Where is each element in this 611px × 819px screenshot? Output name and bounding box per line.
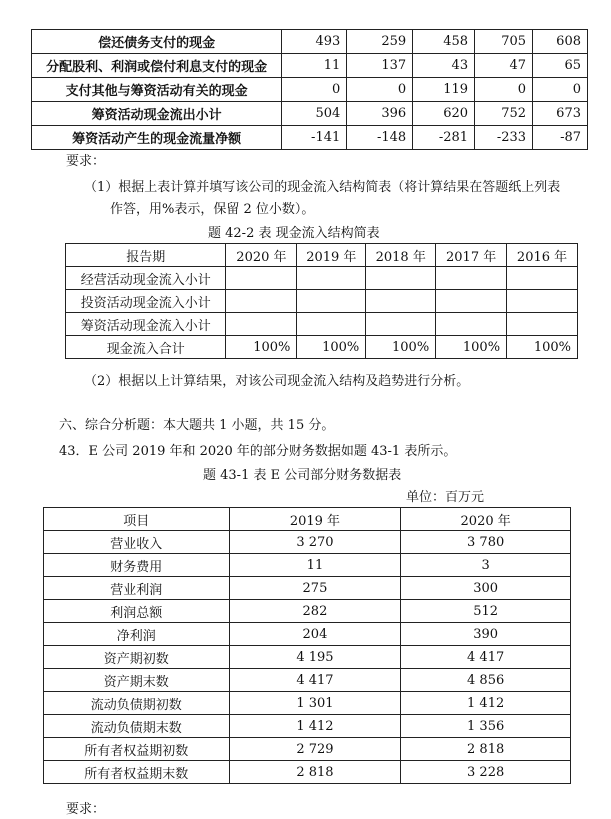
cell: 3 [401,554,571,577]
cell: 2 818 [401,738,571,761]
cell: 1 412 [229,715,401,738]
cell [436,267,507,290]
row-label: 所有者权益期末数 [44,761,230,784]
cell [507,313,578,336]
table-row [32,54,588,78]
cell: 1 301 [229,692,401,715]
column-header: 2020 年 [401,508,571,531]
table-row [66,267,578,290]
table-header-row [66,244,578,267]
cell [436,313,507,336]
row-label: 营业收入 [44,531,230,554]
cell: 4 856 [401,669,571,692]
row-label: 筹资活动产生的现金流量净额 [32,126,282,150]
cell: -87 [533,126,588,150]
table-row [44,669,571,692]
table-row [66,290,578,313]
cell: 4 417 [401,646,571,669]
column-header: 项目 [44,508,230,531]
cell: 100% [436,336,507,359]
column-header: 2016 年 [507,244,578,267]
row-label: 资产期初数 [44,646,230,669]
column-header: 2019 年 [297,244,366,267]
row-label: 经营活动现金流入小计 [66,267,226,290]
cell: -141 [282,126,347,150]
cell: 0 [282,78,347,102]
cell: 11 [229,554,401,577]
question-1: （1）根据上表计算并填写该公司的现金流入结构简表（将计算结果在答题纸上列表 [84,180,561,195]
cell [436,290,507,313]
cell: 2 818 [229,761,401,784]
cash-flow-table [31,29,588,150]
cell: 3 270 [229,531,401,554]
cell: 705 [475,30,533,54]
cell: -233 [475,126,533,150]
cell: 47 [475,54,533,78]
row-label: 所有者权益期初数 [44,738,230,761]
row-label: 分配股利、利润或偿付利息支付的现金 [32,54,282,78]
section-heading: 六、综合分析题：本大题共 1 小题，共 15 分。 [59,418,335,433]
question-2: （2）根据以上计算结果，对该公司现金流入结构及趋势进行分析。 [84,374,470,389]
cell: 493 [282,30,347,54]
cell: 275 [229,577,401,600]
cell: 4 417 [229,669,401,692]
cell: 137 [347,54,413,78]
column-header: 2020 年 [226,244,297,267]
unit-label: 单位：百万元 [406,490,485,505]
cell: 204 [229,623,401,646]
table-row [32,78,588,102]
cell [226,267,297,290]
cell [297,290,366,313]
table-row [32,30,588,54]
table-row [44,738,571,761]
cell: 512 [401,600,571,623]
row-label: 现金流入合计 [66,336,226,359]
row-label: 筹资活动现金流出小计 [32,102,282,126]
cell: 11 [282,54,347,78]
table-row [44,623,571,646]
cell: 390 [401,623,571,646]
cell: 2 729 [229,738,401,761]
question-43: 43．E 公司 2019 年和 2020 年的部分财务数据如题 43-1 表所示。 [59,444,457,459]
table-row [32,102,588,126]
cell: 43 [413,54,475,78]
cell: 752 [475,102,533,126]
requirement-label: 要求： [66,154,106,169]
table-header-row [44,508,571,531]
table-row [44,577,571,600]
row-label: 偿还债务支付的现金 [32,30,282,54]
table-row [44,715,571,738]
row-label: 筹资活动现金流入小计 [66,313,226,336]
row-label: 利润总额 [44,600,230,623]
cell: 100% [226,336,297,359]
cell: 100% [366,336,436,359]
table-caption: 题 42-2 表 现金流入结构简表 [208,226,380,241]
cell: 0 [475,78,533,102]
row-label: 财务费用 [44,554,230,577]
cell: 100% [297,336,366,359]
requirement-label: 要求： [66,802,106,817]
table-row [44,600,571,623]
row-label: 支付其他与筹资活动有关的现金 [32,78,282,102]
cell: 65 [533,54,588,78]
cell: -281 [413,126,475,150]
cash-inflow-structure-table [65,243,578,359]
table-row [44,646,571,669]
question-1-cont: 作答，用%表示，保留 2 位小数）。 [110,202,315,217]
cell: 300 [401,577,571,600]
cell: 458 [413,30,475,54]
row-label: 流动负债期末数 [44,715,230,738]
row-label: 营业利润 [44,577,230,600]
table-row [66,313,578,336]
column-header: 2019 年 [229,508,401,531]
cell: 4 195 [229,646,401,669]
cell: 620 [413,102,475,126]
table-row [66,336,578,359]
cell: 0 [347,78,413,102]
cell: 608 [533,30,588,54]
table-row [44,692,571,715]
cell: 504 [282,102,347,126]
cell [297,313,366,336]
row-label: 净利润 [44,623,230,646]
table-row [44,531,571,554]
row-label: 投资活动现金流入小计 [66,290,226,313]
cell: 100% [507,336,578,359]
table-caption: 题 43-1 表 E 公司部分财务数据表 [203,468,402,483]
table-row [44,761,571,784]
cell [366,267,436,290]
column-header: 报告期 [66,244,226,267]
column-header: 2017 年 [436,244,507,267]
cell: 282 [229,600,401,623]
cell [226,313,297,336]
cell: 396 [347,102,413,126]
cell: 1 412 [401,692,571,715]
row-label: 流动负债期初数 [44,692,230,715]
cell [366,290,436,313]
cell [297,267,366,290]
column-header: 2018 年 [366,244,436,267]
financial-data-table [43,507,571,784]
cell: 3 780 [401,531,571,554]
cell [366,313,436,336]
cell [507,267,578,290]
cell [226,290,297,313]
cell: 0 [533,78,588,102]
cell [507,290,578,313]
row-label: 资产期末数 [44,669,230,692]
cell: 119 [413,78,475,102]
table-row [44,554,571,577]
table-row [32,126,588,150]
cell: -148 [347,126,413,150]
cell: 3 228 [401,761,571,784]
cell: 673 [533,102,588,126]
cell: 259 [347,30,413,54]
cell: 1 356 [401,715,571,738]
